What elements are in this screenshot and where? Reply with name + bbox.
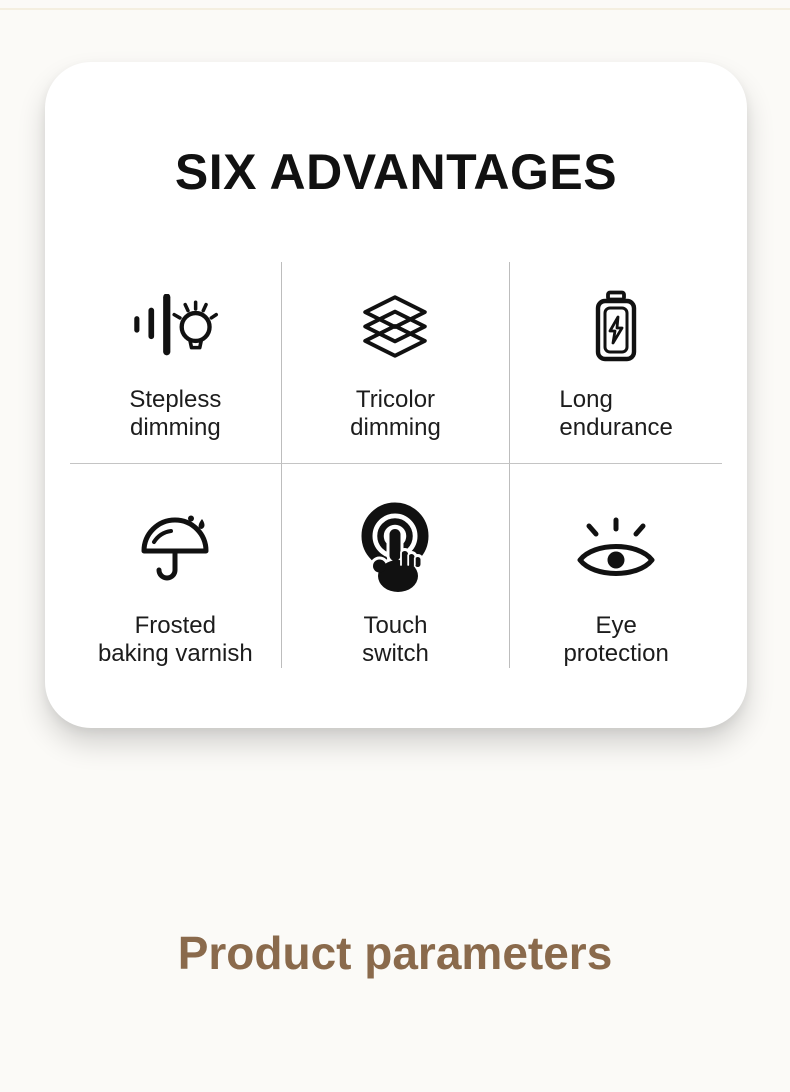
section-divider-line (0, 8, 790, 10)
battery-charging-icon (591, 290, 641, 364)
eye-icon (572, 502, 660, 596)
advantage-label: Eye protection (563, 612, 669, 667)
section-heading-product-parameters: Product parameters (177, 927, 613, 979)
advantage-label: Long endurance (559, 386, 673, 441)
advantage-label: Stepless dimming (129, 386, 222, 441)
advantage-label: Frosted baking varnish (97, 612, 253, 667)
advantage-cell-touch-switch (282, 464, 511, 668)
advantage-cell-eye-protection (510, 464, 722, 668)
advantage-label: Touch switch (362, 612, 429, 667)
umbrella-rain-icon (135, 502, 215, 596)
dimmer-bulb-icon (131, 290, 219, 364)
advantages-grid (70, 262, 722, 668)
touch-press-icon (361, 502, 429, 596)
advantage-label: Tricolor dimming (350, 386, 441, 441)
advantage-cell-stepless-dimming (70, 262, 282, 464)
advantages-card (45, 62, 747, 728)
advantage-cell-frosted-baking-varnish (70, 464, 282, 668)
advantage-cell-long-endurance (510, 262, 722, 464)
card-title: SIX ADVANTAGES (174, 144, 618, 200)
layers-icon (358, 290, 432, 364)
advantage-cell-tricolor-dimming (282, 262, 511, 464)
